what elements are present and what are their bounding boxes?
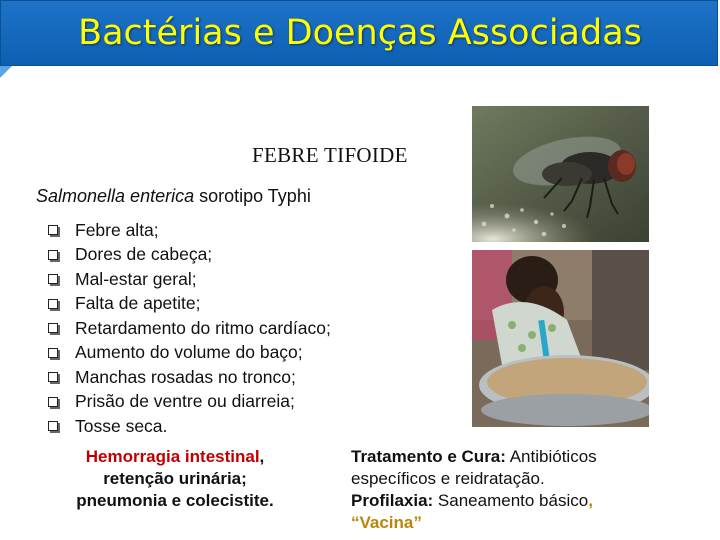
checkbox-bullet-icon xyxy=(48,250,58,260)
complication-line-3: pneumonia e colecistite. xyxy=(76,491,274,510)
prophylaxis-text: Saneamento básico xyxy=(433,491,589,510)
complications-text xyxy=(48,446,302,512)
symptom-text: Febre alta; xyxy=(75,219,159,240)
list-item xyxy=(48,316,331,341)
symptom-text: Retardamento do ritmo cardíaco; xyxy=(75,317,331,338)
checkbox-bullet-icon xyxy=(48,323,58,333)
symptom-text: Mal-estar geral; xyxy=(75,268,197,289)
checkbox-bullet-icon xyxy=(48,299,58,309)
symptom-text: Tosse seca. xyxy=(75,415,168,436)
fly-photo xyxy=(472,106,649,242)
title-banner xyxy=(0,0,718,66)
symptom-text: Manchas rosadas no tronco; xyxy=(75,366,296,387)
organism-species: Salmonella enterica xyxy=(36,186,195,206)
symptom-text: Aumento do volume do baço; xyxy=(75,342,303,363)
complication-line-2: retenção urinária; xyxy=(103,469,247,488)
checkbox-bullet-icon xyxy=(48,274,58,284)
symptom-text: Prisão de ventre ou diarreia; xyxy=(75,391,295,412)
list-item xyxy=(48,243,331,268)
organism-serotype: sorotipo Typhi xyxy=(194,186,311,206)
comma: , xyxy=(259,447,265,466)
symptom-list xyxy=(48,218,331,439)
list-item xyxy=(48,292,331,317)
list-item xyxy=(48,365,331,390)
symptom-text: Dores de cabeça; xyxy=(75,244,213,265)
list-item xyxy=(48,267,331,292)
symptom-text: Falta de apetite; xyxy=(75,293,201,314)
treatment-text-1: Antibióticos xyxy=(505,447,597,466)
vaccine-text: “Vacina” xyxy=(351,513,422,532)
checkbox-bullet-icon xyxy=(48,372,58,382)
treatment-text xyxy=(351,446,711,534)
checkbox-bullet-icon xyxy=(48,421,58,431)
list-item xyxy=(48,390,331,415)
prophylaxis-label: Profilaxia: xyxy=(351,491,434,510)
list-item xyxy=(48,218,331,243)
treatment-label: Tratamento e Cura: xyxy=(351,447,506,466)
organism-name xyxy=(36,186,311,207)
list-item xyxy=(48,414,331,439)
checkbox-bullet-icon xyxy=(48,225,58,235)
banner-corner-decoration xyxy=(0,66,12,78)
disease-title: FEBRE TIFOIDE xyxy=(252,143,408,167)
complication-highlight: Hemorragia intestinal xyxy=(85,447,260,466)
child-drinking-water-photo xyxy=(472,250,649,427)
treatment-text-2: específicos e reidratação. xyxy=(351,469,545,488)
checkbox-bullet-icon xyxy=(48,397,58,407)
comma: , xyxy=(588,491,593,510)
slide-title: Bactérias e Doenças Associadas xyxy=(78,13,642,53)
list-item xyxy=(48,341,331,366)
checkbox-bullet-icon xyxy=(48,348,58,358)
